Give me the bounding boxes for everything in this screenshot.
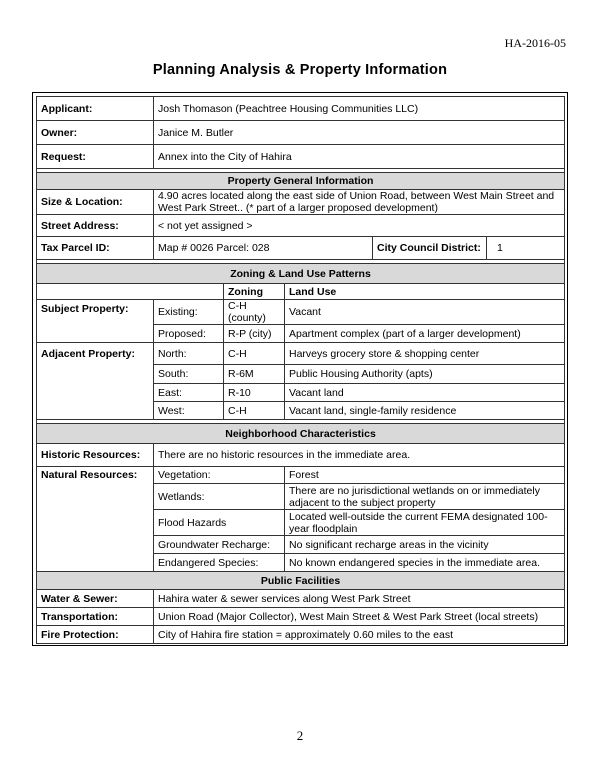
applicant-label: Applicant: <box>37 97 154 121</box>
adjacent-row-north <box>37 343 565 365</box>
public-facility-label: Fire Protection: <box>37 626 154 644</box>
applicant-row <box>37 97 565 121</box>
document-id: HA-2016-05 <box>504 36 566 50</box>
land-use: Harveys grocery store & shopping center <box>285 343 565 365</box>
historic-resources-row <box>37 444 565 467</box>
adjacent-direction: East: <box>154 384 224 402</box>
owner-label: Owner: <box>37 121 154 145</box>
tax-parcel-value: Map # 0026 Parcel: 028 <box>154 237 373 260</box>
street-address-value: < not yet assigned > <box>154 215 565 237</box>
neighborhood-section-header: Neighborhood Characteristics <box>37 424 565 444</box>
adjacent-direction: West: <box>154 402 224 420</box>
public-facility-value: Hahira water & sewer services along West Park Street <box>154 590 565 608</box>
historic-resources-label: Historic Resources: <box>37 444 154 467</box>
size-location-label: Size & Location: <box>37 190 154 215</box>
land-use: Apartment complex (part of a larger development) <box>285 325 565 343</box>
natural-resources-label: Natural Resources: <box>37 467 154 572</box>
public-row-fire <box>37 626 565 644</box>
adjacent-direction: South: <box>154 365 224 384</box>
zoning-code: R-P (city) <box>224 325 285 343</box>
natural-item: Vegetation: <box>154 467 285 484</box>
zoning-column-header: Zoning <box>224 284 285 300</box>
property-info-table <box>36 96 565 644</box>
council-district-value: 1 <box>487 237 565 260</box>
request-row <box>37 145 565 169</box>
public-row-transportation <box>37 608 565 626</box>
land-use-column-header: Land Use <box>285 284 565 300</box>
size-location-row <box>37 190 565 215</box>
natural-value: No known endangered species in the immediate area. <box>285 554 565 572</box>
public-facility-value: Union Road (Major Collector), West Main Street & West Park Street (local streets) <box>154 608 565 626</box>
zoning-code: C-H (county) <box>224 300 285 325</box>
land-use: Public Housing Authority (apts) <box>285 365 565 384</box>
natural-item: Groundwater Recharge: <box>154 536 285 554</box>
size-location-value: 4.90 acres located along the east side of Union Road, between West Main Street and West Park Street.. (* part of a larger proposed development) <box>154 190 565 215</box>
natural-row-vegetation <box>37 467 565 484</box>
tax-parcel-row <box>37 237 565 260</box>
zoning-column-headers <box>37 284 565 300</box>
public-row-water <box>37 590 565 608</box>
page-title: Planning Analysis & Property Information <box>152 62 448 78</box>
zoning-code: C-H <box>224 343 285 365</box>
public-facility-label: Transportation: <box>37 608 154 626</box>
street-address-row <box>37 215 565 237</box>
tax-parcel-label: Tax Parcel ID: <box>37 237 154 260</box>
applicant-value: Josh Thomason (Peachtree Housing Communities LLC) <box>154 97 565 121</box>
land-use: Vacant land, single-family residence <box>285 402 565 420</box>
public-facility-label: Water & Sewer: <box>37 590 154 608</box>
zoning-code: C-H <box>224 402 285 420</box>
public-facilities-header: Public Facilities <box>37 572 565 590</box>
natural-value: There are no jurisdictional wetlands on or immediately adjacent to the subject property <box>285 484 565 510</box>
street-address-label: Street Address: <box>37 215 154 237</box>
zoning-type: Proposed: <box>154 325 224 343</box>
natural-value: Located well-outside the current FEMA designated 100-year floodplain <box>285 510 565 536</box>
property-section-header: Property General Information <box>37 173 565 190</box>
natural-item: Flood Hazards <box>154 510 285 536</box>
adjacent-direction: North: <box>154 343 224 365</box>
adjacent-property-label: Adjacent Property: <box>37 343 154 420</box>
natural-item: Wetlands: <box>154 484 285 510</box>
request-value: Annex into the City of Hahira <box>154 145 565 169</box>
public-facility-value: City of Hahira fire station = approximately 0.60 miles to the east <box>154 626 565 644</box>
natural-item: Endangered Species: <box>154 554 285 572</box>
land-use: Vacant land <box>285 384 565 402</box>
info-table-frame <box>32 92 568 646</box>
historic-resources-value: There are no historic resources in the immediate area. <box>154 444 565 467</box>
request-label: Request: <box>37 145 154 169</box>
natural-value: No significant recharge areas in the vicinity <box>285 536 565 554</box>
zoning-row-existing <box>37 300 565 325</box>
zoning-type: Existing: <box>154 300 224 325</box>
natural-value: Forest <box>285 467 565 484</box>
owner-row <box>37 121 565 145</box>
page-number: 2 <box>296 728 304 743</box>
council-district-label: City Council District: <box>373 237 487 260</box>
subject-property-label: Subject Property: <box>37 300 154 343</box>
owner-value: Janice M. Butler <box>154 121 565 145</box>
land-use: Vacant <box>285 300 565 325</box>
zoning-section-header: Zoning & Land Use Patterns <box>37 264 565 284</box>
zoning-code: R-6M <box>224 365 285 384</box>
zoning-code: R-10 <box>224 384 285 402</box>
